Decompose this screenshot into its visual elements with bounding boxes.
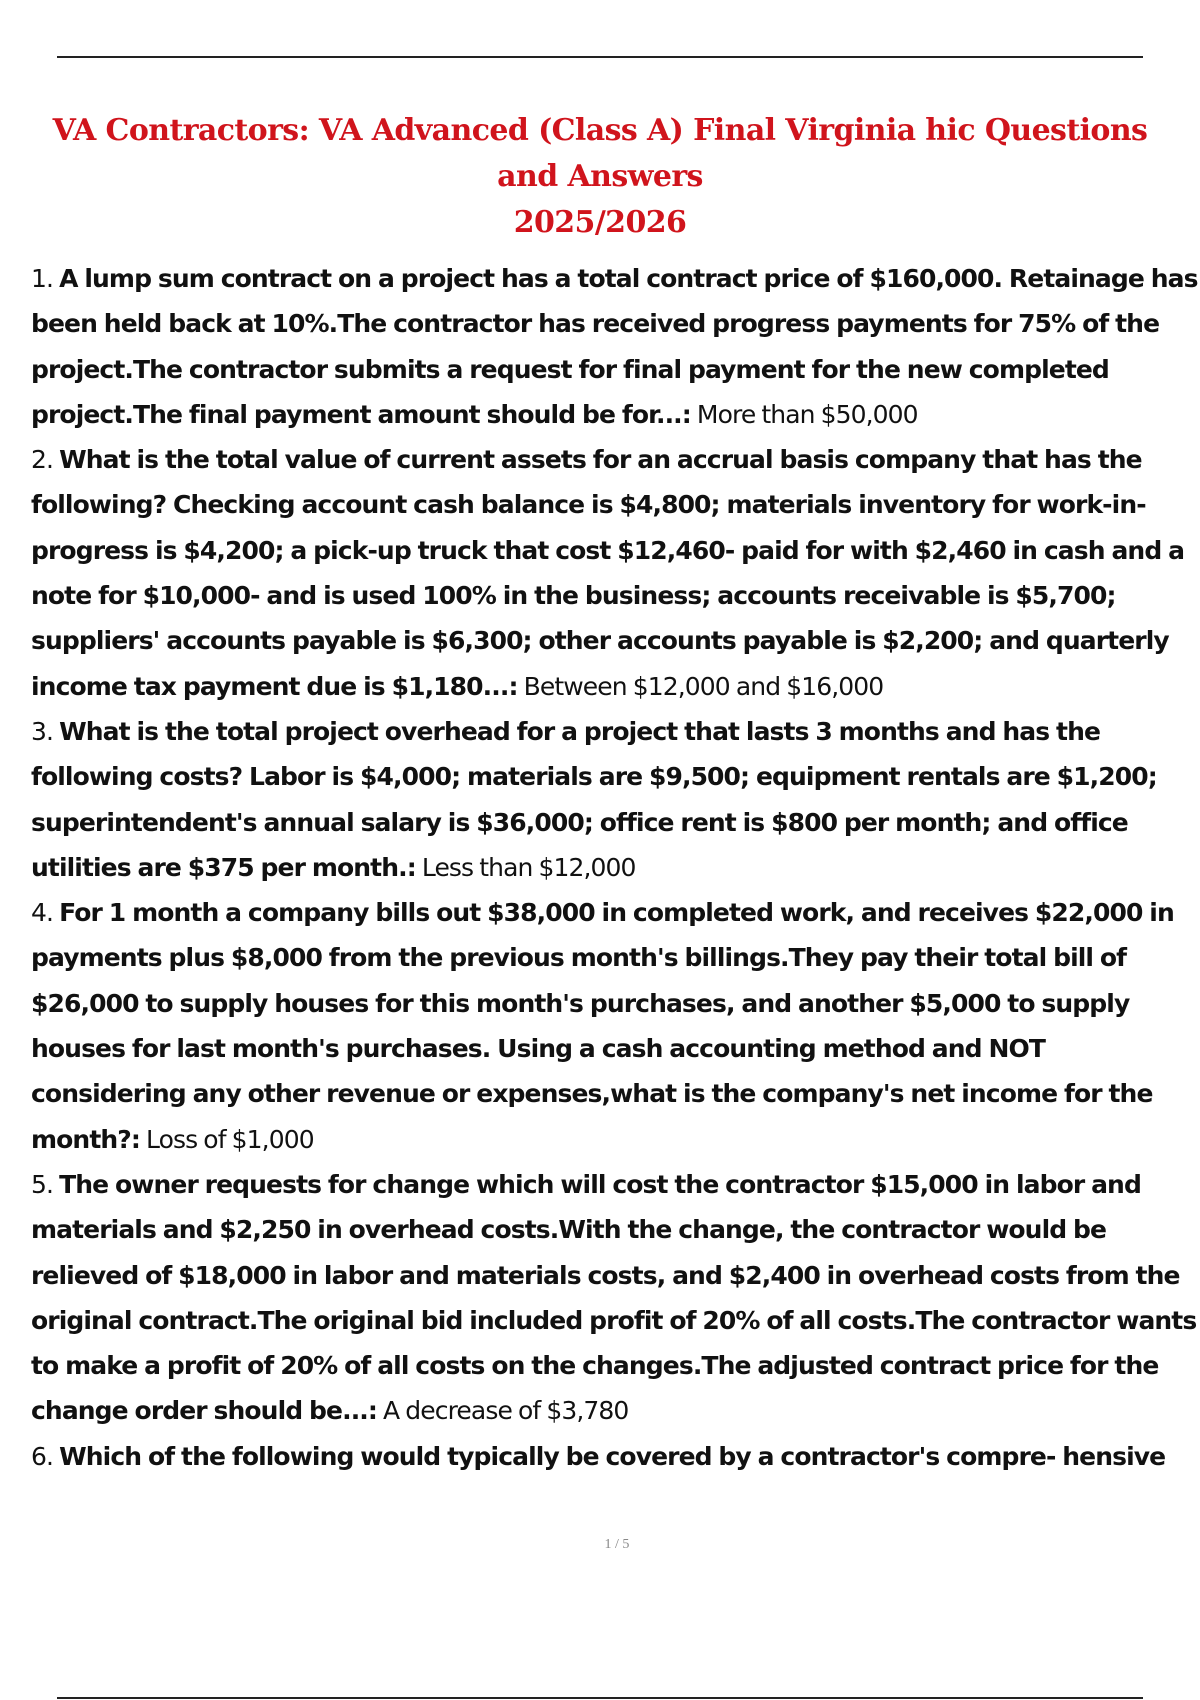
qa-item-6 (31, 1434, 1200, 1479)
question-text: What is the total value of current assets for an accrual basis company that has the following? Checking account cash balance is $4,800; materials inventory for work-in-progress is $4,200; a pick-up truck that cost $12,460- paid for with $2,460 in cash and a note for $10,000- and is used 100% in the business; accounts receivable is $5,700; suppliers' accounts payable is $6,300; other accounts payable is $2,200; and quarterly income tax payment due is $1,180...: (31, 445, 1185, 701)
item-number: 5. (31, 1169, 54, 1199)
item-number: 4. (31, 898, 54, 928)
qa-item-5 (31, 1162, 1200, 1434)
answer-text: A decrease of $3,780 (383, 1396, 629, 1426)
document-title (40, 108, 1160, 246)
title-line-1: VA Contractors: VA Advanced (Class A) Final Virginia hic Questions and Answers (52, 113, 1148, 194)
item-number: 6. (31, 1441, 54, 1471)
qa-item-4 (31, 890, 1200, 1162)
page-number: 1 / 5 (604, 1537, 630, 1552)
item-number: 3. (31, 716, 54, 746)
answer-text: More than $50,000 (696, 399, 918, 429)
answer-text: Less than $12,000 (421, 852, 636, 882)
question-text: For 1 month a company bills out $38,000 in completed work, and receives $22,000 in payments plus $8,000 from the previous month's billings.They pay their total bill of $26,000 to supply houses for this month's purchases, and another $5,000 to supply houses for last month's purchases. Using a cash accounting method and NOT considering any other revenue or expenses,what is the company's net income for the month?: (31, 898, 1174, 1154)
item-number: 2. (31, 445, 54, 475)
qa-item-2 (31, 437, 1200, 709)
question-text: The owner requests for change which will cost the contractor $15,000 in labor and materials and $2,250 in overhead costs.With the change, the contractor would be relieved of $18,000 in labor and materials costs, and $2,400 in overhead costs from the original contract.The original bid included profit of 20% of all costs.The contractor wants to make a profit of 20% of all costs on the changes.The adjusted contract price for the change order should be...: (31, 1169, 1197, 1426)
question-text: Which of the following would typically be covered by a contractor's compre- hensive (59, 1441, 1166, 1471)
item-number: 1. (31, 264, 54, 293)
answer-text: Loss of $1,000 (146, 1124, 314, 1154)
question-text: What is the total project overhead for a project that lasts 3 months and has the following costs? Labor is $4,000; materials are $9,500; equipment rentals are $1,200; superintendent's annual salary is $36,000; office rent is $800 per month; and office utilities are $375 per month.: (31, 716, 1157, 882)
bottom-rule (57, 1697, 1143, 1699)
top-rule (57, 56, 1143, 58)
qa-item-3 (31, 709, 1200, 890)
title-line-2: 2025/2026 (513, 205, 687, 240)
answer-text: Between $12,000 and $16,000 (523, 671, 884, 701)
qa-list (31, 256, 1200, 1479)
question-text: A lump sum contract on a project has a total contract price of $160,000. Retainage has been held back at 10%.The contractor has received progress payments for 75% of the project.The contractor submits a request for final payment for the new completed project.The final payment amount should be for...: (31, 264, 1198, 429)
qa-item-1 (31, 256, 1200, 437)
